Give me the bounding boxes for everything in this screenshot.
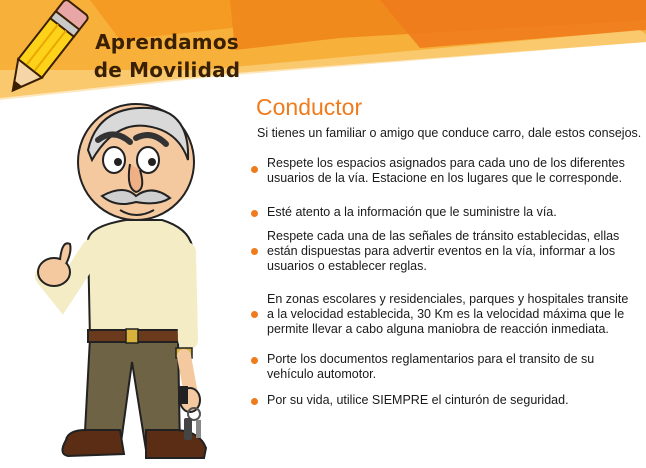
list-item <box>251 229 631 274</box>
pencil-icon <box>0 0 95 100</box>
tip-text: Respete cada una de las señales de tránsito establecidas, ellas están dispuestas para advertir eventos en la vía, informar a los usuarios o establecer reglas. <box>267 229 620 273</box>
page-title: Conductor <box>256 94 363 120</box>
intro-text: Si tienes un familiar o amigo que conduce carro, dale estos consejos. <box>257 126 642 140</box>
bullet-icon <box>251 357 258 364</box>
bullet-icon <box>251 248 258 255</box>
bullet-icon <box>251 398 258 405</box>
list-item <box>251 205 631 220</box>
tip-text: Respete los espacios asignados para cada uno de los diferentes usuarios de la vía. Estacione en los lugares que le corresponde. <box>267 156 625 185</box>
list-item <box>251 393 631 408</box>
bullet-icon <box>251 210 258 217</box>
banner-title-line2: de Movilidad <box>93 58 241 82</box>
tip-text: Porte los documentos reglamentarios para el transito de su vehículo automotor. <box>267 352 595 381</box>
list-item <box>251 292 631 337</box>
bullet-icon <box>251 166 258 173</box>
bullet-icon <box>251 311 258 318</box>
tip-text: Por su vida, utilice SIEMPRE el cinturón de seguridad. <box>267 393 569 407</box>
banner-title-line1: Aprendamos <box>95 30 239 54</box>
list-item <box>251 156 631 186</box>
list-item <box>251 352 631 382</box>
tip-text: Esté atento a la información que le suministre la vía. <box>267 205 557 219</box>
tip-text: En zonas escolares y residenciales, parques y hospitales transite a la velocidad establecida, 30 Km es la velocidad máxima que le permite llevar a cabo alguna maniobra de reacción inmediata. <box>267 292 629 336</box>
driver-cartoon <box>28 100 243 468</box>
